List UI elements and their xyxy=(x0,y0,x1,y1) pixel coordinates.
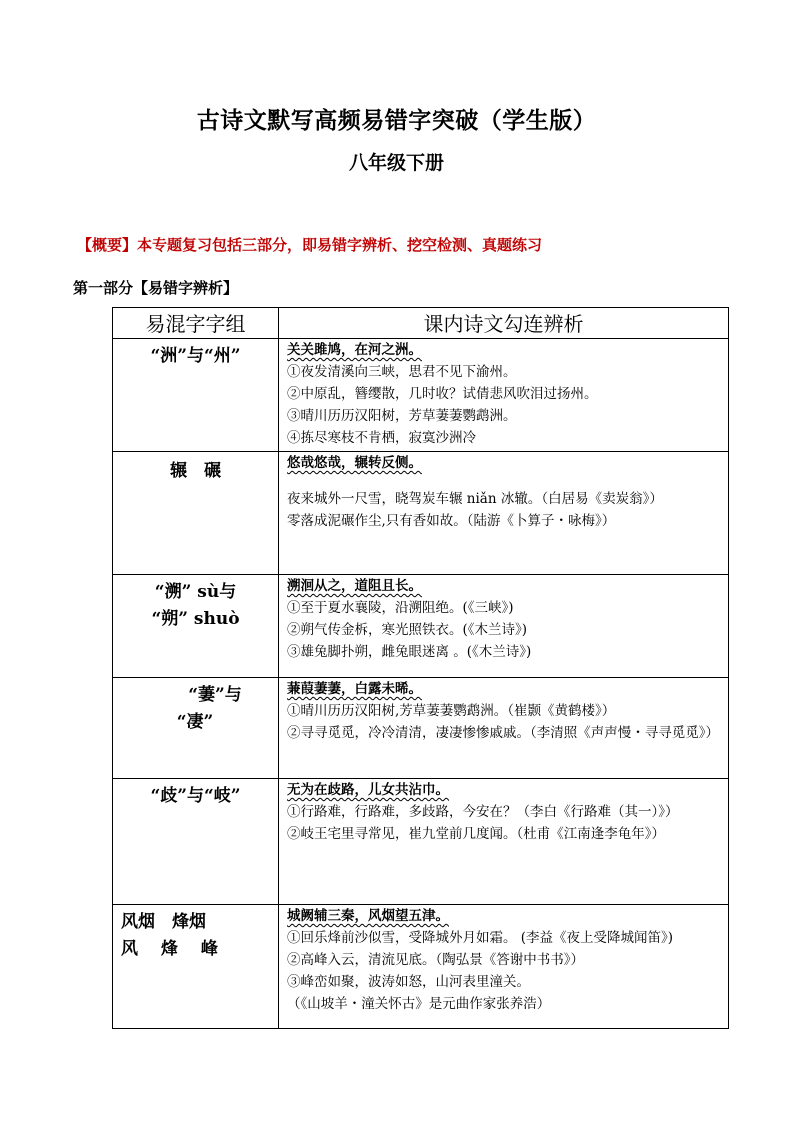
character-group: “萋”与 xyxy=(188,685,242,705)
example-line: ①回乐烽前沙似雪，受降城外月如霜。 (李益《夜上受降城闻笛》) xyxy=(287,930,674,946)
example-line: ②高峰入云，清流见底。（陶弘景《答谢中书书》） xyxy=(287,952,584,968)
character-group-cell xyxy=(113,779,279,905)
example-line: ①至于夏水襄陵，沿溯阻绝。(《三峡》) xyxy=(287,600,514,616)
example-line: ④拣尽寒枝不肯栖，寂寞沙洲冷 xyxy=(287,430,476,446)
example-line: ③峰峦如聚，波涛如怒，山河表里潼关。 xyxy=(287,974,530,990)
example-line: 夜来城外一尺雪，晓驾炭车辗 niǎn 冰辙。（白居易《卖炭翁》） xyxy=(287,491,663,507)
character-group: “凄” xyxy=(176,712,214,732)
example-line: ②岐王宅里寻常见，崔九堂前几度闻。（杜甫《江南逢李龟年》） xyxy=(287,826,665,842)
analysis-cell xyxy=(279,339,729,452)
analysis-cell xyxy=(279,575,729,678)
example-line: ②朔气传金柝，寒光照铁衣。(《木兰诗》) xyxy=(287,622,528,638)
character-group-cell xyxy=(113,575,279,678)
part-heading: 第一部分【易错字辨析】 xyxy=(73,279,239,297)
table-row xyxy=(113,779,729,905)
character-group-cell xyxy=(113,452,279,575)
key-line: 无为在歧路，儿女共沾巾。 xyxy=(287,782,449,798)
character-group: 风烟 烽烟 xyxy=(121,912,206,932)
character-group: “洲”与“州” xyxy=(150,346,241,366)
summary-text: 【概要】本专题复习包括三部分，即易错字辨析、挖空检测、真题练习 xyxy=(77,236,543,254)
key-line: 溯洄从之，道阻且长。 xyxy=(287,578,422,594)
example-line: ①行路难，行路难，多歧路，今安在？（李白《行路难（其一）》） xyxy=(287,804,679,820)
analysis-cell xyxy=(279,905,729,1029)
example-line: ②中原乱，簪缨散，几时收？试倩悲风吹泪过扬州。 xyxy=(287,386,598,402)
table-row xyxy=(113,339,729,452)
character-group: “歧”与“岐” xyxy=(150,786,241,806)
character-group: 风 烽 峰 xyxy=(121,939,218,959)
confusable-characters-table xyxy=(112,307,729,1029)
page-title: 古诗文默写高频易错字突破（学生版） xyxy=(196,108,597,134)
character-group-cell xyxy=(113,339,279,452)
example-line: ①晴川历历汉阳树,芳草萋萋鹦鹉洲。（崔颢《黄鹤楼》） xyxy=(287,703,616,719)
table-row xyxy=(113,575,729,678)
key-line: 关关雎鸠，在河之洲。 xyxy=(287,342,422,358)
example-line: ③晴川历历汉阳树，芳草萋萋鹦鹉洲。 xyxy=(287,408,517,424)
analysis-cell xyxy=(279,779,729,905)
example-line: ②寻寻觅觅，冷冷清清，凄凄惨惨戚戚。（李清照《声声慢・寻寻觅觅》） xyxy=(287,725,719,741)
character-group: “朔” shuò xyxy=(151,609,240,629)
key-line: 悠哉悠哉，辗转反侧。 xyxy=(287,455,422,471)
analysis-cell xyxy=(279,452,729,575)
table-row xyxy=(113,452,729,575)
key-line: 蒹葭萋萋，白露未晞。 xyxy=(287,681,422,697)
example-line: （《山坡羊・潼关怀古》是元曲作家张养浩） xyxy=(287,996,551,1012)
table-row xyxy=(113,905,729,1029)
character-group-cell xyxy=(113,678,279,779)
analysis-cell xyxy=(279,678,729,779)
table-row xyxy=(113,678,729,779)
key-line: 城阙辅三秦，风烟望五津。 xyxy=(287,908,449,924)
example-line: ①夜发清溪向三峡，思君不见下渝州。 xyxy=(287,364,517,380)
column-header: 易混字字组 xyxy=(113,308,279,339)
character-group: 辗 碾 xyxy=(170,461,221,481)
example-line: ③雄兔脚扑朔，雌兔眼迷离 。(《木兰诗》) xyxy=(287,644,532,660)
column-header: 课内诗文勾连辨析 xyxy=(279,308,729,339)
character-group-cell xyxy=(113,905,279,1029)
character-group: “溯” sù与 xyxy=(154,582,237,602)
page-subtitle: 八年级下册 xyxy=(348,152,444,174)
table-header-row xyxy=(113,308,729,339)
example-line: 零落成泥碾作尘,只有香如故。（陆游《卜算子・咏梅》） xyxy=(287,513,616,529)
